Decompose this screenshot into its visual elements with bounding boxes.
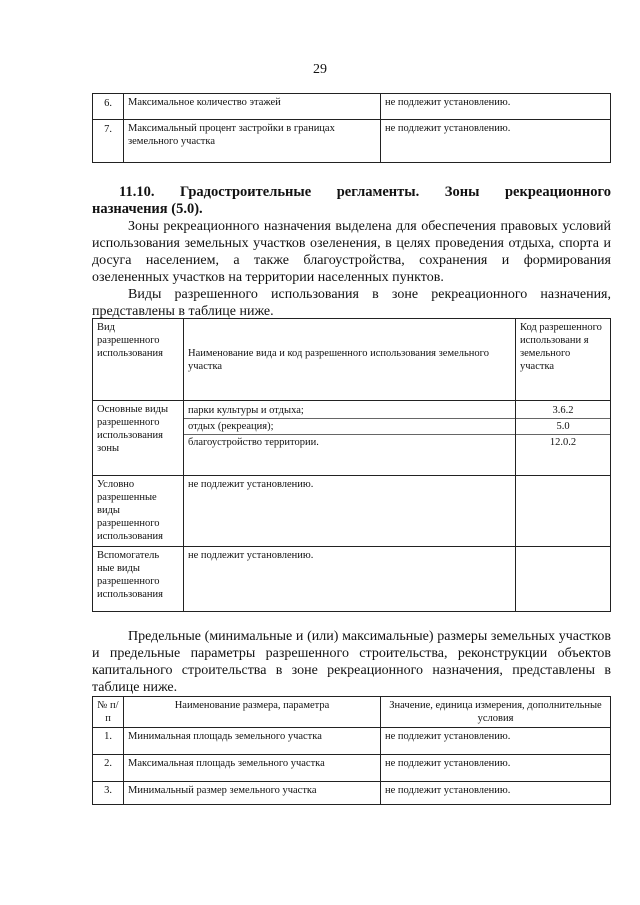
header-name: Наименование размера, параметра — [124, 697, 381, 728]
limit-value: не подлежит установлению. — [381, 755, 611, 782]
table-row — [93, 120, 611, 163]
limit-value: не подлежит установлению. — [381, 782, 611, 805]
table-header-row — [93, 697, 611, 728]
row-number: 3. — [93, 782, 124, 805]
header-value: Значение, единица измерения, дополнительные условия — [381, 697, 611, 728]
main-uses-names — [184, 401, 516, 476]
row-number: 1. — [93, 728, 124, 755]
auxiliary-code — [516, 547, 611, 612]
header-number: № п/п — [93, 697, 124, 728]
limit-name: Минимальный размер земельного участка — [124, 782, 381, 805]
limit-name: Максимальная площадь земельного участка — [124, 755, 381, 782]
main-uses-codes — [516, 401, 611, 476]
use-code: 12.0.2 — [549, 437, 577, 448]
header-kind: Вид разрешенного использования — [93, 319, 184, 401]
parameter-name: Максимальное количество этажей — [124, 94, 381, 120]
table-row — [93, 728, 611, 755]
table-row-conditional-uses — [93, 476, 611, 547]
paragraph-usage-intro: Виды разрешенного использования в зоне рекреационного назначения, представлены в таблице ниже. — [92, 287, 611, 319]
parameter-value: не подлежит установлению. — [381, 94, 611, 120]
conditional-kind: Условно разрешенные виды разрешенного использования — [93, 476, 184, 547]
use-name: благоустройство территории. — [188, 437, 319, 448]
table-row — [93, 94, 611, 120]
parameter-name: Максимальный процент застройки в границах земельного участка — [124, 120, 381, 163]
limits-table — [92, 696, 611, 805]
row-number: 7. — [93, 120, 124, 163]
use-name: парки культуры и отдыха; — [184, 403, 515, 419]
use-code: 3.6.2 — [516, 403, 610, 419]
table-row-main-uses — [93, 401, 611, 476]
paragraph-limits-intro: Предельные (минимальные и (или) максимальные) размеры земельных участков и предельные параметры разрешенного строительства, реконструкции объектов капитального строительства в зоне рекреационного назначения, представлены в таблице ниже. — [92, 629, 611, 695]
page-number: 29 — [313, 62, 327, 77]
table-row — [93, 782, 611, 805]
section-heading-line2: назначения (5.0). — [92, 201, 203, 217]
paragraph-zone-description: Зоны рекреационного назначения выделена для обеспечения правовых условий использования земельных участков озеленения, в целях проведения отдыха, спорта и досуга населением, а также благоустройства, сохранения и формирования озелененных участков на территории населенных пунктов. — [92, 219, 611, 285]
main-uses-kind: Основные виды разрешенного использования зоны — [93, 401, 184, 476]
use-code: 5.0 — [516, 419, 610, 435]
table-row-auxiliary-uses — [93, 547, 611, 612]
header-name: Наименование вида и код разрешенного использования земельного участка — [184, 319, 516, 401]
table-row — [93, 755, 611, 782]
row-number: 6. — [93, 94, 124, 120]
section-heading-line1: 11.10. Градостроительные регламенты. Зоны рекреационного — [119, 184, 611, 200]
permitted-use-table — [92, 318, 611, 612]
header-code: Код разрешенного использовани я земельного участка — [516, 319, 611, 401]
conditional-value: не подлежит установлению. — [184, 476, 516, 547]
limit-value: не подлежит установлению. — [381, 728, 611, 755]
section-heading — [92, 184, 611, 218]
limit-name: Минимальная площадь земельного участка — [124, 728, 381, 755]
row-number: 2. — [93, 755, 124, 782]
auxiliary-kind: Вспомогатель ные виды разрешенного использования — [93, 547, 184, 612]
table-header-row — [93, 319, 611, 401]
use-name: отдых (рекреация); — [184, 419, 515, 435]
parameters-table-continued — [92, 93, 611, 163]
auxiliary-value: не подлежит установлению. — [184, 547, 516, 612]
conditional-code — [516, 476, 611, 547]
parameter-value: не подлежит установлению. — [381, 120, 611, 163]
